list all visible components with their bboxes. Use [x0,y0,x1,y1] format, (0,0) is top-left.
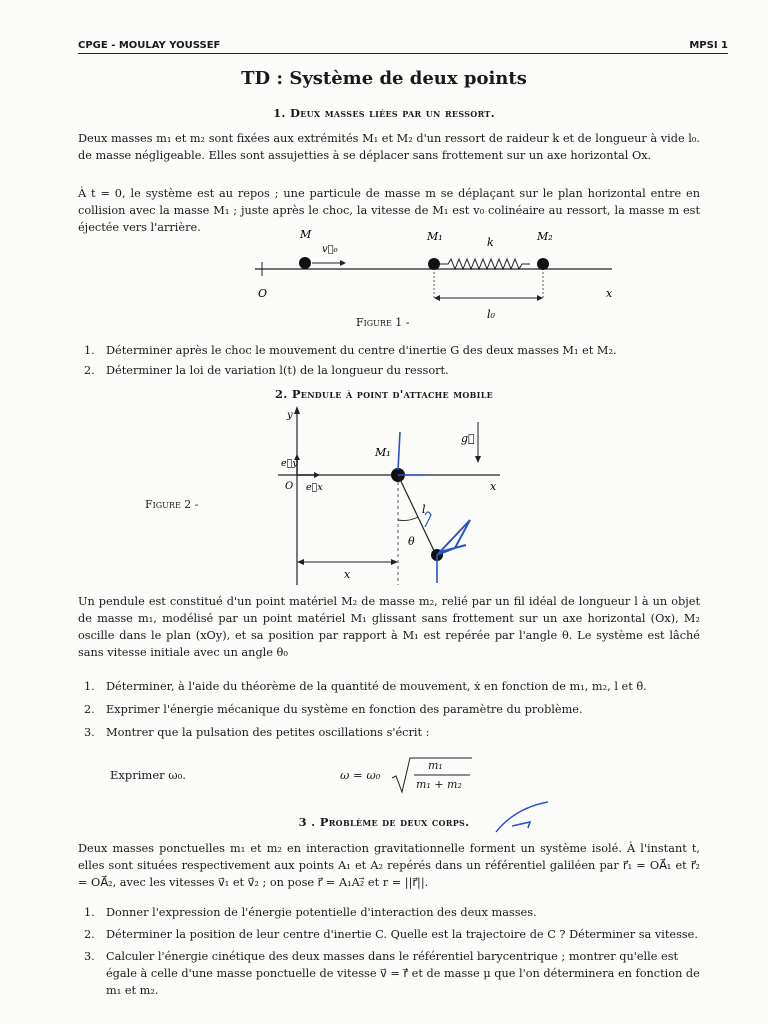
question-text: Montrer que la pulsation des petites oscillations s'écrit : [106,726,430,739]
section3-title: 3 . Problème de deux corps. [298,815,470,829]
question-number: 2. [84,703,95,716]
question-text: Donner l'expression de l'énergie potentielle d'interaction des deux masses. [106,906,537,919]
label-ey: e⃗y [281,458,298,469]
section3-question-1 [84,904,704,921]
section3-questions [84,904,704,999]
question-text: Calculer l'énergie cinétique des deux masses dans le référentiel barycentrique ; montrer qu'elle est égale à celle d'une masse ponctuelle de vitesse v⃗ = ṙ⃗ et de masse μ que l'on déterminera en fonction de m₁ et m₂. [106,950,700,997]
label-x: x [606,287,613,300]
formula-denominator: m₁ + m₂ [416,778,462,791]
label-x-distance: x [344,568,351,581]
section2-title: 2. Pendule à point d'attache mobile [274,387,494,401]
label-M: M [300,228,312,241]
section3-paragraph: Deux masses ponctuelles m₁ et m₂ en interaction gravitationnelle forment un système isolé. À l'instant t, elles sont situées respectivement aux points A₁ et A₂ repérés dans un référentiel galiléen par r⃗₁ = OA⃗₁ et r⃗₂ = OA⃗₂, avec les vitesses v⃗₁ et v⃗₂ ; on pose r⃗ = A₁A₂⃗ et r = ||r⃗||. [78,842,700,889]
question-number: 1. [84,906,95,919]
section3-question-3 [84,948,704,999]
document-title: TD : Système de deux points [241,68,527,89]
section2-paragraph: Un pendule est constitué d'un point matériel M₂ de masse m₂, relié par un fil idéal de longueur l à un objet de masse m₁, modélisé par un point matériel M₁ glissant sans frottement sur un axe horizontal (Ox), M₂ oscille dans le plan (xOy), et sa position par rapport à M₁ est repérée par l'angle θ. Le système est lâché sans vitesse initiale avec un angle θ₀ [78,595,700,659]
formula-lhs: ω = ω₀ [340,768,381,782]
label-origin-O: O [285,481,294,492]
question-number: 3. [84,950,95,963]
question-number: 2. [84,364,95,377]
label-M1-fig2: M₁ [375,446,391,459]
question-text: Déterminer la loi de variation l(t) de la longueur du ressort. [106,364,449,377]
question-text: Déterminer, à l'aide du théorème de la quantité de mouvement, ẋ en fonction de m₁, m₂, l et θ̇. [106,680,647,693]
label-l0: l₀ [487,308,495,321]
question-number: 1. [84,344,95,357]
section1-paragraph-2: À t = 0, le système est au repos ; une particule de masse m se déplaçant sur le plan horizontal entre en collision avec la masse M₁ ; juste après le choc, la vitesse de M₁ est v₀ colinéaire au ressort, la masse m est éjectée vers l'arrière. [78,187,700,234]
label-g: g⃗ [461,432,475,445]
exprimer-omega0: Exprimer ω₀. [110,768,186,782]
section3-question-2 [84,926,704,943]
label-ex: e⃗x [306,482,323,493]
question-text: Déterminer après le choc le mouvement du centre d'inertie G des deux masses M₁ et M₂. [106,344,617,357]
header-school: CPGE - MOULAY YOUSSEF [78,40,221,51]
question-number: 1. [84,680,95,693]
question-text: Déterminer la position de leur centre d'inertie C. Quelle est la trajectoire de C ? Déterminer sa vitesse. [106,928,698,941]
formula-numerator: m₁ [428,759,443,772]
label-y: y [287,410,293,421]
label-v0: v⃗₀ [322,244,338,255]
label-l: l [422,503,426,516]
question-number: 2. [84,928,95,941]
section1-title: 1. Deux masses liées par un ressort. [273,106,495,120]
label-theta: θ [408,535,415,548]
figure-1-caption: Figure 1 - [356,316,410,329]
figure-2-caption: Figure 2 - [145,498,199,511]
label-x-axis: x [490,480,497,493]
label-M2: M₂ [537,230,553,243]
question-number: 3. [84,726,95,739]
label-O: O [258,287,268,300]
section1-paragraph-1: Deux masses m₁ et m₂ sont fixées aux extrémités M₁ et M₂ d'un ressort de raideur k et de longueur à vide l₀. de masse négligeable. Elles sont assujetties à se déplacer sans frottement sur un axe horizontal Ox. [78,132,700,162]
question-text: Exprimer l'énergie mécanique du système en fonction des paramètre du problème. [106,703,583,716]
header-class: MPSI 1 [689,40,728,51]
label-k: k [487,236,494,249]
label-M1: M₁ [427,230,443,243]
